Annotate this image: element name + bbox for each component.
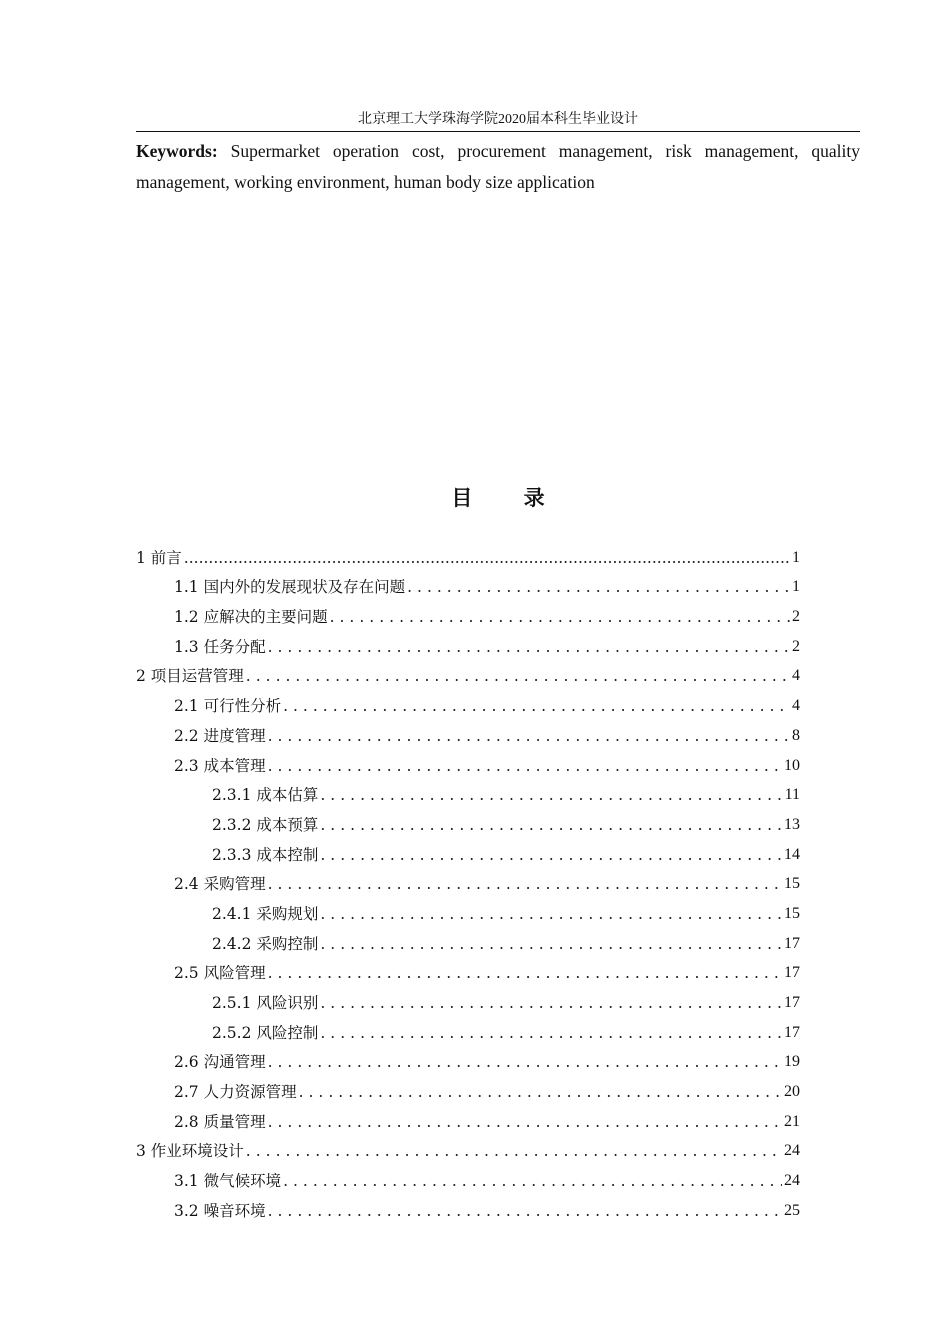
toc-entry-page: 20 bbox=[784, 1083, 800, 1101]
toc-entry-title: 2.3.3 成本控制 bbox=[212, 845, 319, 864]
toc-entry-page: 14 bbox=[784, 845, 800, 863]
toc-entry[interactable] bbox=[136, 718, 800, 748]
toc-dot-leader bbox=[268, 635, 790, 659]
toc-entry[interactable] bbox=[136, 807, 800, 837]
toc-entry[interactable] bbox=[136, 956, 800, 986]
toc-dot-leader bbox=[184, 546, 790, 570]
toc-entry[interactable] bbox=[136, 1015, 800, 1045]
running-header: 北京理工大学珠海学院2020届本科生毕业设计 bbox=[358, 112, 638, 127]
toc-dot-leader bbox=[320, 813, 782, 837]
toc-entry-title: 3 作业环境设计 bbox=[136, 1142, 244, 1161]
header-rule bbox=[136, 131, 860, 132]
toc-entry-title: 3.2 噪音环境 bbox=[174, 1201, 266, 1220]
toc-dot-leader bbox=[268, 754, 782, 778]
toc-entry[interactable] bbox=[136, 985, 800, 1015]
toc-entry-title: 1.2 应解决的主要问题 bbox=[174, 608, 328, 627]
toc-entry-title: 2.3.1 成本估算 bbox=[212, 786, 319, 805]
toc-entry-page: 19 bbox=[784, 1053, 800, 1071]
toc-entry-page: 17 bbox=[784, 1023, 800, 1041]
toc-entry-page: 8 bbox=[792, 726, 800, 744]
toc-entry-page: 17 bbox=[784, 964, 800, 982]
keywords-label: Keywords: bbox=[136, 141, 218, 161]
toc-dot-leader bbox=[320, 843, 782, 867]
toc-dot-leader bbox=[320, 783, 782, 807]
toc-dot-leader bbox=[246, 1139, 782, 1163]
toc-entry-page: 2 bbox=[792, 637, 800, 655]
toc-entry-title: 2 项目运营管理 bbox=[136, 667, 244, 686]
toc-dot-leader bbox=[268, 872, 782, 896]
table-of-contents bbox=[136, 540, 800, 1223]
toc-entry[interactable] bbox=[136, 659, 800, 689]
toc-entry-title: 3.1 微气候环境 bbox=[174, 1172, 282, 1191]
toc-entry-page: 15 bbox=[784, 904, 800, 922]
toc-entry-title: 2.3 成本管理 bbox=[174, 756, 266, 775]
toc-dot-leader bbox=[407, 575, 790, 599]
toc-entry[interactable] bbox=[136, 629, 800, 659]
toc-entry-page: 24 bbox=[784, 1142, 800, 1160]
toc-entry-page: 17 bbox=[784, 994, 800, 1011]
toc-entry-title: 2.4 采购管理 bbox=[174, 875, 266, 894]
keywords-text: Supermarket operation cost, procurement management, risk management, quality management, working environment, human body size application bbox=[136, 141, 860, 192]
toc-entry-page: 24 bbox=[784, 1172, 800, 1190]
toc-entry-page: 1 bbox=[792, 548, 800, 566]
toc-dot-leader bbox=[268, 1110, 782, 1134]
toc-entry[interactable] bbox=[136, 1193, 800, 1223]
toc-dot-leader bbox=[246, 664, 790, 688]
toc-entry[interactable] bbox=[136, 1045, 800, 1075]
toc-entry[interactable] bbox=[136, 926, 800, 956]
toc-entry-page: 1 bbox=[792, 578, 800, 596]
toc-entry-page: 17 bbox=[784, 934, 800, 952]
toc-dot-leader bbox=[283, 694, 790, 718]
toc-entry-title: 2.6 沟通管理 bbox=[174, 1053, 266, 1072]
toc-entry-title: 2.5.2 风险控制 bbox=[212, 1023, 319, 1042]
toc-entry-page: 2 bbox=[792, 608, 800, 626]
toc-entry-title: 2.4.2 采购控制 bbox=[212, 934, 319, 953]
toc-entry-page: 10 bbox=[784, 756, 800, 774]
toc-dot-leader bbox=[268, 724, 790, 748]
toc-dot-leader bbox=[268, 1199, 782, 1223]
toc-entry-title: 2.1 可行性分析 bbox=[174, 697, 282, 716]
toc-entry-title: 2.4.1 采购规划 bbox=[212, 904, 319, 923]
toc-entry-page: 15 bbox=[784, 875, 800, 893]
toc-entry-title: 2.5.1 风险识别 bbox=[212, 994, 319, 1012]
toc-entry-title: 2.8 质量管理 bbox=[174, 1112, 266, 1131]
toc-dot-leader bbox=[299, 1080, 782, 1104]
toc-entry[interactable] bbox=[136, 867, 800, 897]
toc-entry-title: 2.5 风险管理 bbox=[174, 964, 266, 983]
toc-entry-page: 13 bbox=[784, 815, 800, 833]
toc-entry[interactable] bbox=[136, 748, 800, 778]
toc-dot-leader bbox=[330, 605, 790, 629]
toc-dot-leader bbox=[268, 1050, 782, 1074]
toc-entry-page: 25 bbox=[784, 1201, 800, 1219]
toc-title: 目 录 bbox=[451, 485, 567, 510]
toc-dot-leader bbox=[320, 991, 782, 1015]
toc-entry-title: 1 前言 bbox=[136, 548, 182, 567]
toc-entry[interactable] bbox=[136, 1134, 800, 1164]
toc-entry[interactable] bbox=[136, 837, 800, 867]
toc-entry[interactable] bbox=[136, 1163, 800, 1193]
toc-entry-page: 4 bbox=[792, 667, 800, 685]
toc-entry-title: 1.3 任务分配 bbox=[174, 637, 266, 656]
keywords-paragraph bbox=[136, 136, 860, 198]
toc-entry[interactable] bbox=[136, 688, 800, 718]
toc-entry-page: 4 bbox=[792, 697, 800, 715]
toc-dot-leader bbox=[320, 902, 782, 926]
toc-entry[interactable] bbox=[136, 599, 800, 629]
toc-entry-page: 11 bbox=[784, 786, 800, 804]
toc-dot-leader bbox=[320, 1021, 782, 1045]
toc-entry-title: 1.1 国内外的发展现状及存在问题 bbox=[174, 578, 406, 597]
toc-dot-leader bbox=[320, 932, 782, 956]
toc-entry[interactable] bbox=[136, 540, 800, 570]
toc-dot-leader bbox=[268, 961, 782, 985]
toc-entry[interactable] bbox=[136, 570, 800, 600]
toc-entry[interactable] bbox=[136, 1104, 800, 1134]
toc-dot-leader bbox=[283, 1169, 782, 1193]
toc-entry-title: 2.2 进度管理 bbox=[174, 726, 266, 745]
toc-entry-title: 2.7 人力资源管理 bbox=[174, 1083, 297, 1102]
toc-entry-title: 2.3.2 成本预算 bbox=[212, 815, 319, 834]
toc-entry[interactable] bbox=[136, 896, 800, 926]
toc-entry-page: 21 bbox=[784, 1112, 800, 1130]
toc-entry[interactable] bbox=[136, 778, 800, 808]
toc-entry[interactable] bbox=[136, 1074, 800, 1104]
